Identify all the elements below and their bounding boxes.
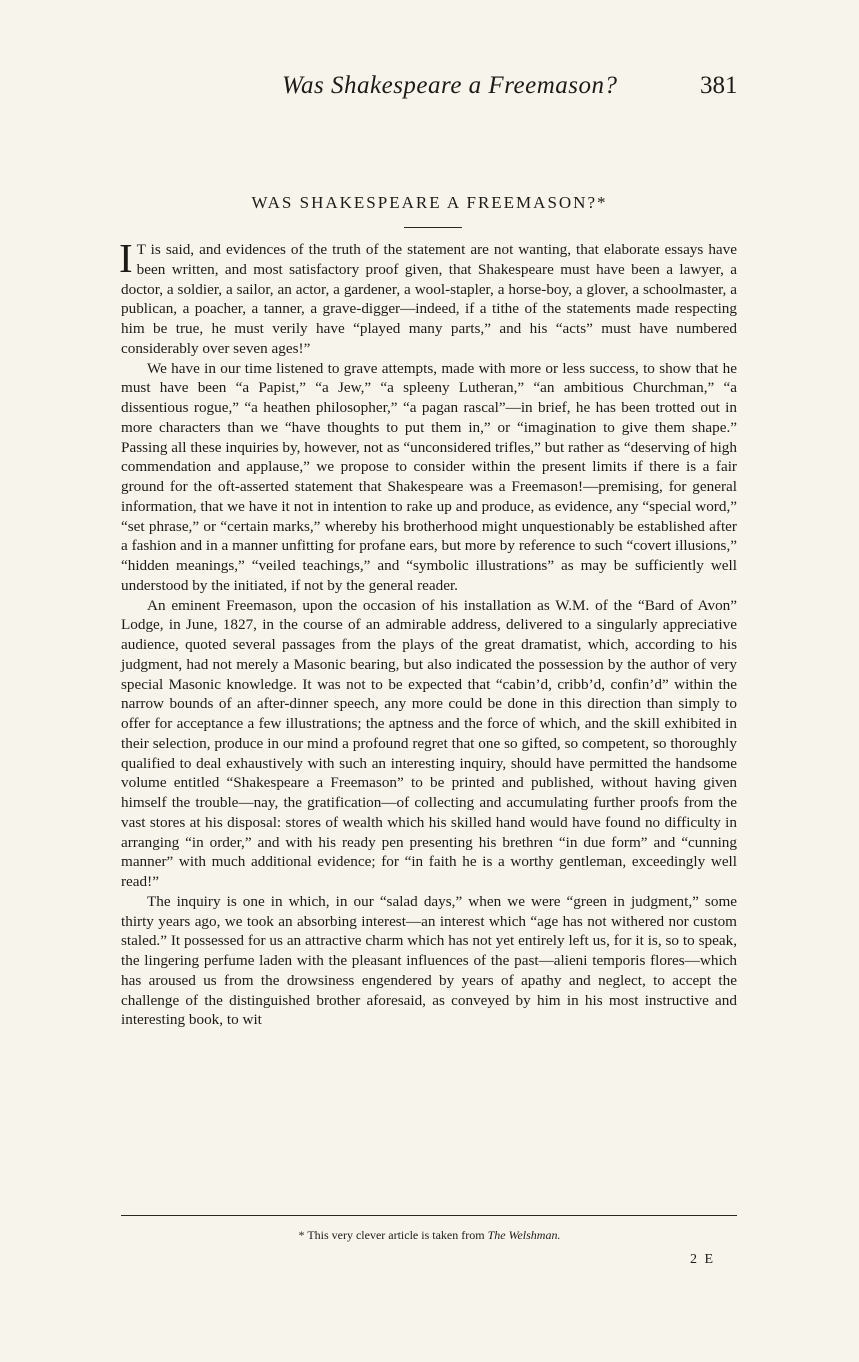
paragraph-4: The inquiry is one in which, in our “salad days,” when we were “green in judgment,” some thirty years ago, we took an absorbing interest—an interest which “age has not withered nor custom staled.” It possessed for us an attractive charm which has not yet entirely left us, for it is, so to speak, the lingering perfume laden with the pleasant influences of the past—alieni temporis flores—which has aroused us from the drowsiness engendered by years of apathy and neglect, to accept the challenge of the distinguished brother aforesaid, as conveyed by him in his most instructive and interesting book, to wit bbox=[121, 892, 737, 1029]
footnote-rule bbox=[121, 1215, 737, 1216]
footnote bbox=[0, 1228, 859, 1243]
paragraph-1-text: T is said, and evidences of the truth of the statement are not wanting, that elaborate essays have been written, and most satisfactory proof given, that Shakespeare must have been a lawyer, a doctor, a soldier, a sailor, an actor, a gardener, a wool-stapler, a horse-boy, a glover, a schoolmaster, a publican, a poacher, a tanner, a grave-digger—indeed, if a tithe of the statements made respecting him be true, he must verily have “played many parts,” and his “acts” must have numbered considerably over seven ages!” bbox=[121, 241, 737, 357]
page-number: 381 bbox=[700, 72, 738, 99]
drop-cap: I bbox=[119, 235, 133, 281]
paragraph-1 bbox=[119, 235, 737, 359]
running-title: Was Shakespeare a Freemason? bbox=[282, 72, 618, 99]
footnote-source: The Welshman. bbox=[487, 1228, 561, 1242]
signature-mark: 2 E bbox=[690, 1252, 716, 1267]
paragraph-2: We have in our time listened to grave attempts, made with more or less success, to show that he must have been “a Papist,” “a Jew,” “a spleeny Lutheran,” “an ambitious Churchman,” “a dissentious rogue,” “a heathen philosopher,” “a pagan rascal”—in brief, he has been trotted out in more characters than we “have thoughts to put them in,” or “imagination to give them shape.” Passing all these inquiries by, however, not as “unconsidered trifles,” but rather as “deserving of high commendation and applause,” we propose to consider within the present limits if there is a fair ground for the oft-asserted statement that Shakespeare was a Freemason!—premising, for general information, that we have it not in intention to rake up and produce, as evidence, any “special word,” “set phrase,” or “certain marks,” whereby his brotherhood might unquestionably be established after a fashion and in a manner unfitting for profane ears, but more by reference to such “covert illusions,” “hidden meanings,” “veiled teachings,” and “symbolic illustrations” as may be sufficiently well understood by the initiated, if not by the general reader. bbox=[121, 359, 737, 594]
footnote-text: * This very clever article is taken from bbox=[298, 1228, 488, 1242]
article-body bbox=[119, 235, 737, 1030]
title-rule bbox=[404, 227, 462, 228]
article-title: WAS SHAKESPEARE A FREEMASON?* bbox=[251, 193, 608, 212]
paragraph-3: An eminent Freemason, upon the occasion of his installation as W.M. of the “Bard of Avon” Lodge, in June, 1827, in the course of an admirable address, delivered to a singularly appreciative audience, quoted several passages from the plays of the great dramatist, which, according to his judgment, had not merely a Masonic bearing, but also indicated the possession by the author of very special Masonic knowledge. It was not to be expected that “cabin’d, cribb’d, confin’d” within the narrow bounds of an after-dinner speech, any more could be done in this direction than simply to offer for acceptance a few illustrations; the aptness and the force of which, and the skill exhibited in their selection, produce in our mind a profound regret that one so gifted, so competent, so thoroughly qualified to deal exhaustively with such an interesting inquiry, should have permitted the handsome volume entitled “Shakespeare a Freemason” to be printed and published, without having given himself the trouble—nay, the gratification—of collecting and accumulating further proofs from the vast stores at his disposal: stores of wealth which his skilled hand would have found no difficulty in arranging “in order,” and with his ready pen presenting his brethren “in due form” and “cunning manner” with much additional evidence; for “in faith he is a worthy gentleman, exceedingly well read!” bbox=[121, 596, 737, 890]
running-head bbox=[0, 72, 859, 112]
